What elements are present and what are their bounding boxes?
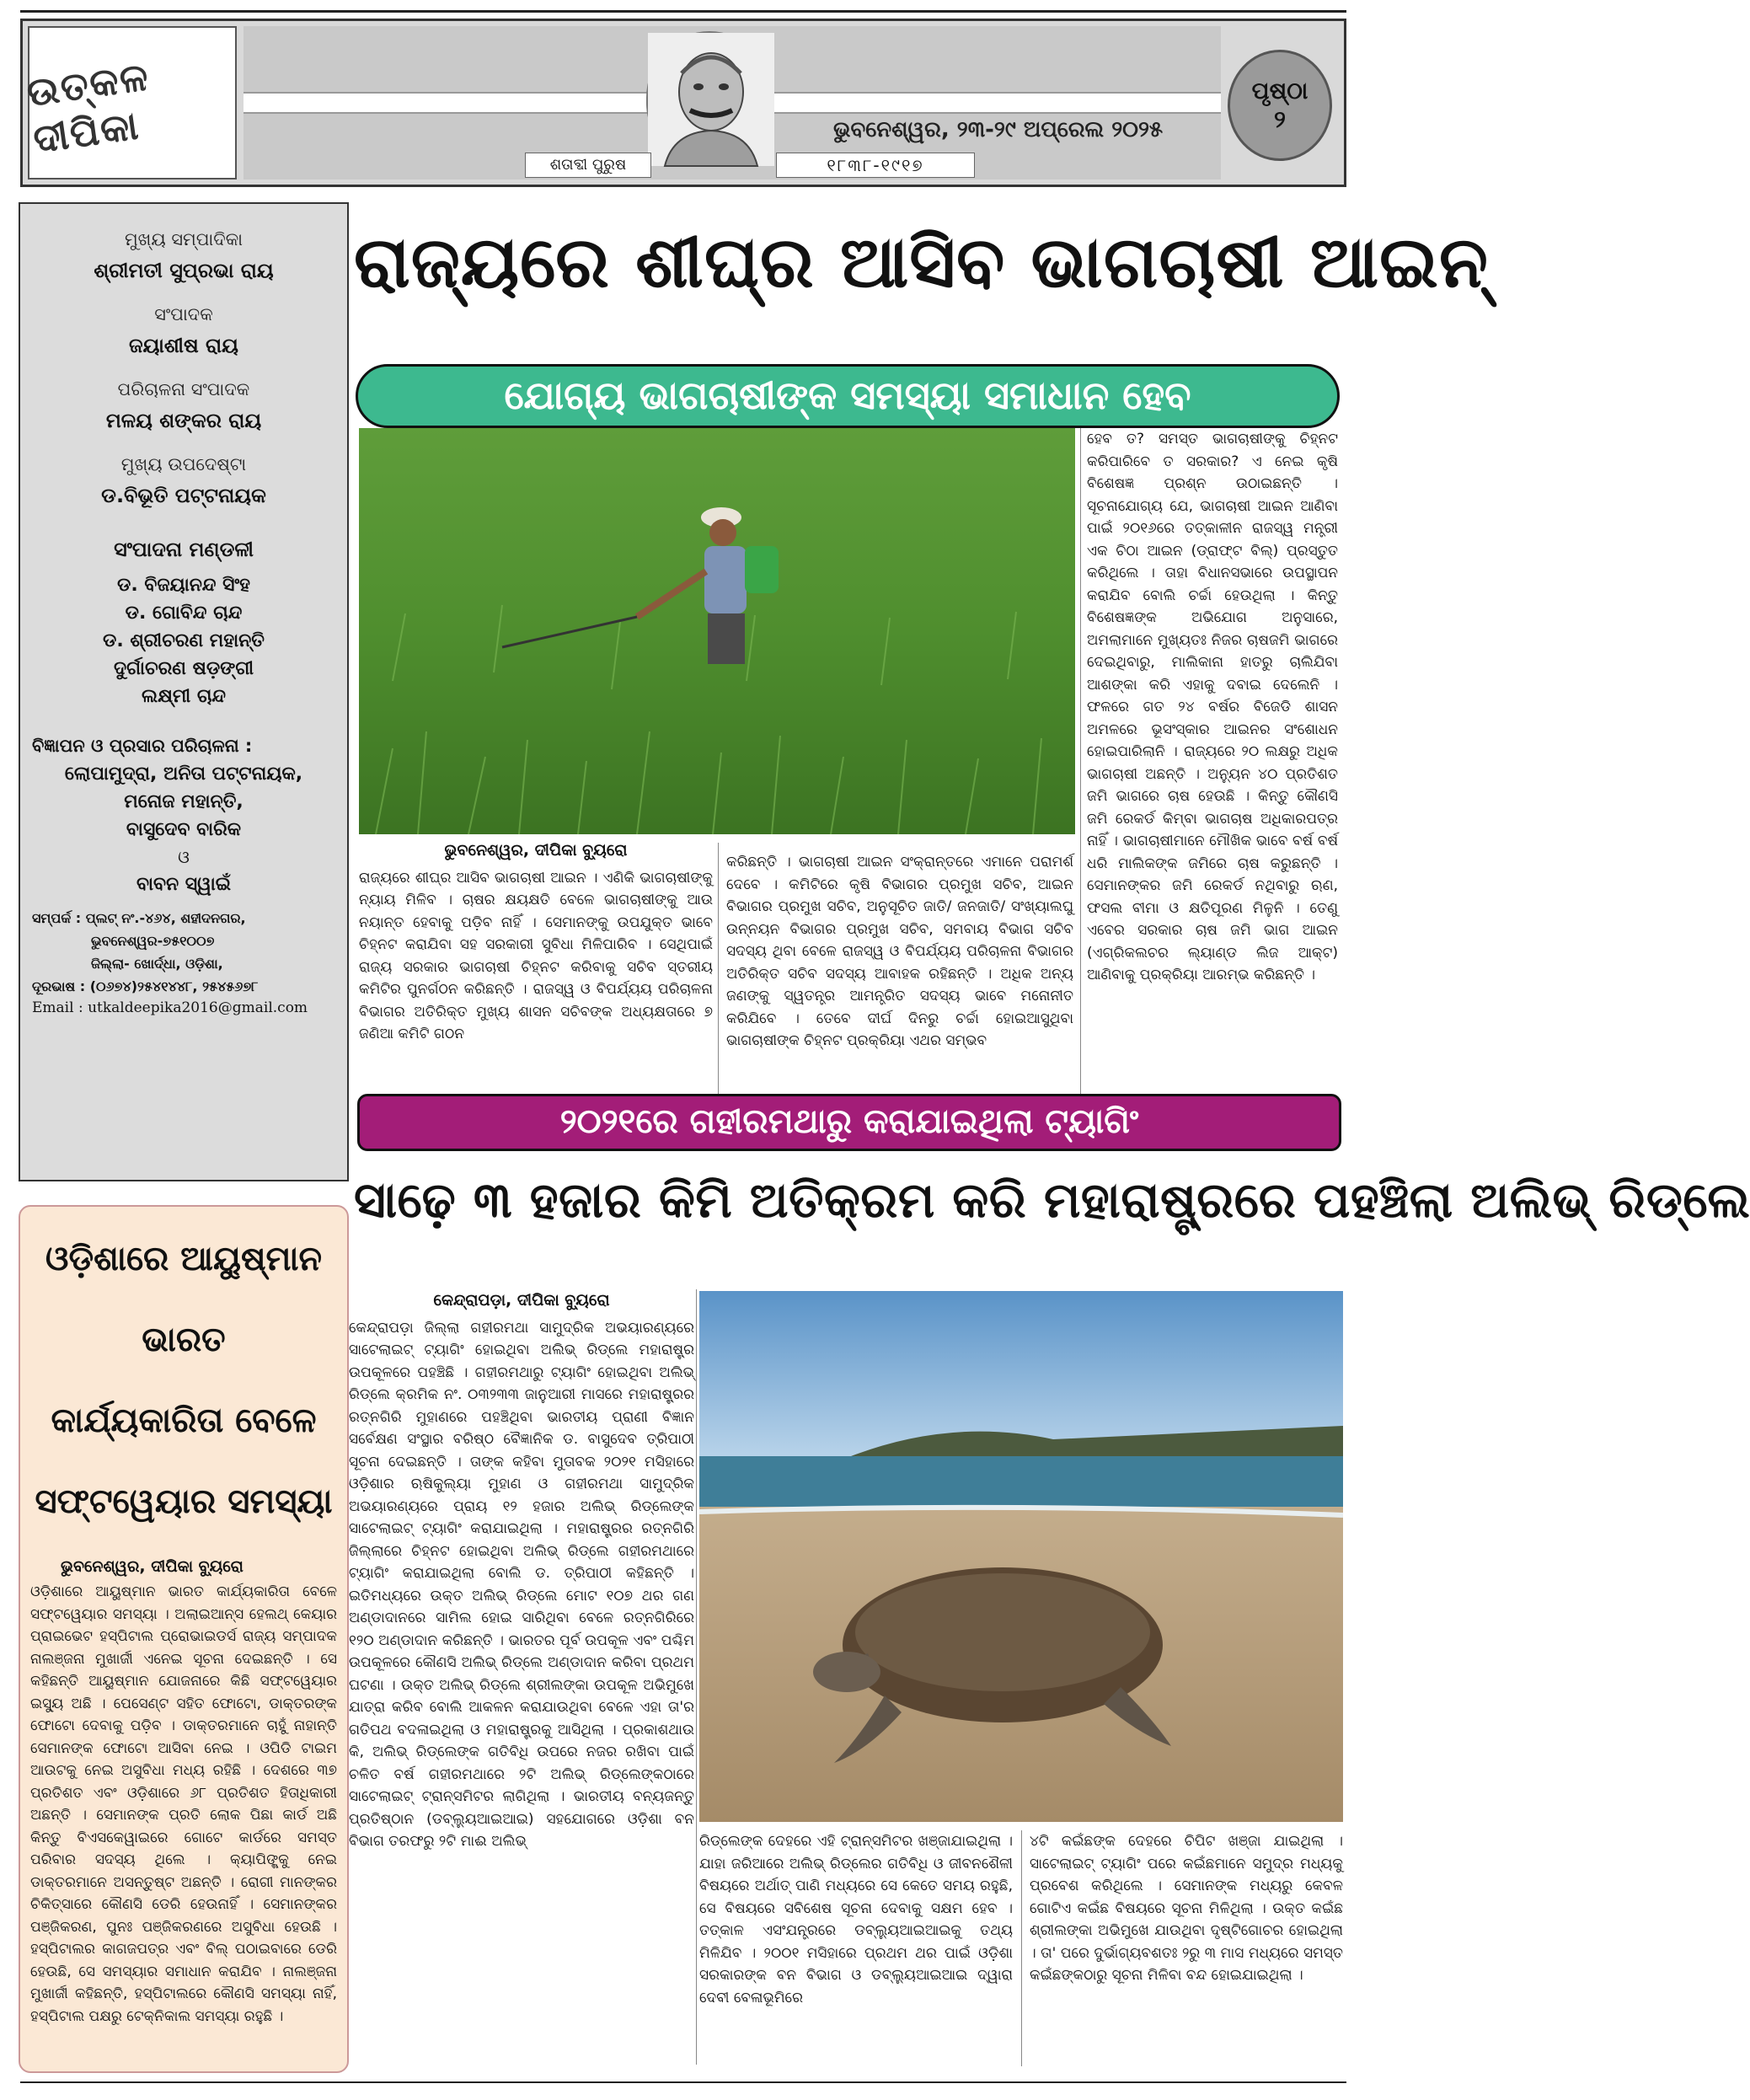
chief-editor-name: ଶ୍ରୀମତୀ ସୁପ୍ରଭା ରାୟ — [94, 259, 274, 282]
turtle-headline: ସାଢ଼େ ୩ ହଜାର କିମି ଅତିକ୍ରମ କରି ମହାରାଷ୍ଟ୍ରରେ ପହଞ୍ଚିଲା ଅଲିଭ୍ ରିଡ୍ଲେ — [354, 1171, 1750, 1229]
board-member: ଲକ୍ଷ୍ମୀ ଚାନ୍ଦ — [142, 686, 226, 707]
newspaper-logo — [24, 26, 237, 179]
column-divider — [696, 1289, 697, 2065]
address-line: ଭୁବନେଶ୍ୱର-୭୫୧୦୦୭ — [91, 933, 215, 949]
ads-conjunction: ଓ — [178, 847, 190, 867]
column-divider — [718, 843, 719, 1104]
page-label: ପୃଷ୍ଠା — [1251, 77, 1308, 104]
turtle-column-1 — [349, 1289, 694, 2065]
ads-name: ବାସୁଦେବ ବାରିକ — [126, 819, 242, 840]
ayushman-body: ଓଡ଼ିଶାରେ ଆୟୁଷ୍ମାନ ଭାରତ କାର୍ଯ୍ୟକାରିତା ବେଳେ ସଫ୍ଟୱେୟାର ସମସ୍ୟା । ଅଲାଇଆନ୍ସ ହେଲଥ୍ କେୟାର ପ୍ରାଇଭେଟ ହସ୍ପିଟାଲ ପ୍ରୋଭାଇଡର୍ସ ରାଜ୍ୟ ସମ୍ପାଦକ ନାଲଞ୍ଜନା ମୁଖାର୍ଜୀ ଏନେଇ ସୂଚନା ଦେଇଛନ୍ତି । ସେ କହିଛନ୍ତି ଆୟୁଷ୍ମାନ ଯୋଜନାରେ କିଛି ସଫ୍ଟୱେୟାର ଇସ୍ୟୁ ଅଛି । ପେସେଣ୍ଟ ସହିତ ଫୋଟୋ, ଡାକ୍ତରଙ୍କ ଫୋଟୋ ଦେବାକୁ ପଡ଼ିବ । ଡାକ୍ତରମାନେ ଚାହୁଁ ନାହାନ୍ତି ସେମାନଙ୍କ ଫୋଟୋ ଆସିବା ନେଇ । ଓପିଡି ଟାଇମ ଆଉଟକୁ ନେଇ ଅସୁବିଧା ମଧ୍ୟ ରହିଛି । ଦେଶରେ ୩୭ ପ୍ରତିଶତ ଏବଂ ଓଡ଼ିଶାରେ ୬୮ ପ୍ରତିଶତ ହିତାଧିକାରୀ ଅଛନ୍ତି । ସେମାନଙ୍କ ପ୍ରତି ଲୋକ ପିଛା କାର୍ଡ ଅଛି କିନ୍ତୁ ବିଏସକେୱାଇରେ ଗୋଟେ କାର୍ଡରେ ସମସ୍ତ ପରିବାର ସଦସ୍ୟ ଥିଲେ । କ୍ୟାପିଙ୍ଗ୍କୁ ନେଇ ଡାକ୍ତରମାନେ ଅସନ୍ତୁଷ୍ଟ ଅଛନ୍ତି । ରୋଗୀ ମାନଙ୍କର ଚିକିତ୍ସାରେ କୌଣସି ଡେରି ହେଉନାହିଁ । ସେମାନଙ୍କର ପଞ୍ଜିକରଣ, ପୁନଃ ପଞ୍ଜିକରଣରେ ଅସୁବିଧା ହେଉଛି । ହସ୍ପିଟାଲର କାଗଜପତ୍ର ଏବଂ ବିଲ୍ ପଠାଇବାରେ ଡେରି ହେଉଛି, ସେ ସମସ୍ୟାର ସମାଧାନ କରାଯିବ । ନାଲଞ୍ଜନା ମୁଖାର୍ଜୀ କହିଛନ୍ତି, ହସ୍ପିଟାଲରେ କୌଣସି ସମସ୍ୟା ନାହିଁ, ହସ୍ପିଟାଲ ପକ୍ଷରୁ ଟେକ୍ନିକାଲ ସମସ୍ୟା ରହୁଛି । — [30, 1583, 337, 2025]
lead-paragraph: କରିଛନ୍ତି । ଭାଗଚାଷୀ ଆଇନ ସଂକ୍ରାନ୍ତରେ ଏମାନେ ପରାମର୍ଶ ଦେବେ । କମିଟିରେ କୃଷି ବିଭାଗର ପ୍ରମୁଖ ସଚିବ, ଆଇନ ବିଭାଗର ପ୍ରମୁଖ ସଚିବ, ଅନୁସୂଚିତ ଜାତି/ ଜନଜାତି/ ସଂଖ୍ୟାଲଘୁ ଉନ୍ନୟନ ବିଭାଗର ପ୍ରମୁଖ ସଚିବ, ସମବାୟ ବିଭାଗ ସଚିବ ସଦସ୍ୟ ଥିବା ବେଳେ ରାଜସ୍ୱ ଓ ବିପର୍ଯ୍ୟୟ ପରିଚାଳନା ବିଭାଗର ଅତିରିକ୍ତ ସଚିବ ସଦସ୍ୟ ଆବାହକ ରହିଛନ୍ତି । ଅଧିକ ଅନ୍ୟ ଜଣଙ୍କୁ ସ୍ୱତନ୍ତ୍ର ଆମନ୍ତ୍ରିତ ସଦସ୍ୟ ଭାବେ ମନୋନୀତ କରିଯିବେ । ତେବେ ଦୀର୍ଘ ଦିନରୁ ଚର୍ଚ୍ଚା ହୋଇଆସୁଥିବା ଭାଗଚାଷୀଙ୍କ ଚିହ୍ନଟ ପ୍ରକ୍ରିୟା ଏଥର ସମ୍ଭବ — [726, 854, 1073, 1049]
page-number: ୨ — [1274, 105, 1286, 133]
contact-address — [32, 907, 335, 998]
ads-title: ବିଜ୍ଞାପନ ଓ ପ୍ରସାର ପରିଚାଳନା : — [32, 736, 253, 756]
lead-column-2 — [726, 851, 1073, 1112]
chief-advisor-role: ମୁଖ୍ୟ ଉପଦେଷ୍ଟା — [120, 454, 247, 474]
phone-line: ଦୂରଭାଷ : (୦୬୭୪)୨୫୪୧୪୪୮, ୨୫୪୫୬୭୮ — [32, 978, 259, 994]
editor-name: ଜୟାଶୀଷ ରାୟ — [129, 334, 238, 357]
managing-editor-role: ପରିଚାଳନା ସଂପାଦକ — [117, 379, 250, 399]
portrait-years: ୧୮୩୮-୧୯୧୭ — [776, 153, 975, 178]
board-role: ସଂପାଦନା ମଣ୍ଡଳୀ — [114, 538, 254, 561]
ads-name: ଲୋପାମୁଦ୍ରା, ଅନିତା ପଟ୍ଟନାୟକ, — [64, 763, 303, 785]
ayushman-headline — [30, 1219, 337, 1542]
lead-byline: ଭୁବନେଶ୍ୱର, ଦୀପିକା ବ୍ୟୁରୋ — [444, 841, 628, 860]
lead-paragraph: ରାଜ୍ୟରେ ଶୀଘ୍ର ଆସିବ ଭାଗଚାଷୀ ଆଇନ । ଏଣିକି ଭାଗଚାଷୀଙ୍କୁ ନ୍ୟାୟ ମିଳିବ । ଚାଷର କ୍ଷୟକ୍ଷତି ବେଳେ ଭାଗଚାଷୀଙ୍କୁ ଆଉ ନୟାନ୍ତ ହେବାକୁ ପଡ଼ିବ ନାହିଁ । ସେମାନଙ୍କୁ ଉପଯୁକ୍ତ ଭାବେ ଚିହ୍ନଟ କରାଯିବା ସହ ସରକାରୀ ସୁବିଧା ମିଳିପାରିବ । ସେଥିପାଇଁ ରାଜ୍ୟ ସରକାର ଭାଗଚାଷୀ ଚିହ୍ନଟ କରିବାକୁ ସଚିବ ସ୍ତରୀୟ କମିଟିର ପୁନର୍ଗଠନ କରିଛନ୍ତି । ରାଜସ୍ୱ ଓ ବିପର୍ଯ୍ୟୟ ପରିଚାଳନା ବିଭାଗର ଅତିରିକ୍ତ ମୁଖ୍ୟ ଶାସନ ସଚିବଙ୍କ ଅଧ୍ୟକ୍ଷତାରେ ୭ ଜଣିଆ କମିଟି ଗଠନ — [359, 869, 713, 1042]
ads-name: ମନୋଜ ମହାନ୍ତି, — [124, 791, 244, 812]
turtle-byline: କେନ୍ଦ୍ରାପଡ଼ା, ଦୀପିକା ବ୍ୟୁରୋ — [433, 1291, 610, 1310]
lead-subheadline: ଯୋଗ୍ୟ ଭାଗଚାଷୀଙ୍କ ସମସ୍ୟା ସମାଧାନ ହେବ — [356, 364, 1340, 428]
turtle-paragraph: ୪ଟି କଇଁଛଙ୍କ ଦେହରେ ଚିପିଟ ଖଞ୍ଜା ଯାଇଥିଲା । ସାଟେଲାଇଟ୍ ଟ୍ୟାଗିଂ ପରେ କଇଁଛମାନେ ସମୁଦ୍ର ମଧ୍ୟକୁ ପ୍ରବେଶ କରିଥିଲେ । ସେମାନଙ୍କ ମଧ୍ୟରୁ କେବଳ ଗୋଟିଏ କଇଁଛ ବିଷୟରେ ସୂଚନା ମିଳିଥିଲା । ଉକ୍ତ କଇଁଛ ଶ୍ରୀଲଙ୍କା ଅଭିମୁଖେ ଯାଉଥିବା ଦୃଷ୍ଟିଗୋଚର ହୋଇଥିଲା । ତା' ପରେ ଦୁର୍ଭାଗ୍ୟବଶତଃ ୨ରୁ ୩ ମାସ ମଧ୍ୟରେ ସମସ୍ତ କଇଁଛଙ୍କଠାରୁ ସୂଚନା ମିଳିବା ବନ୍ଦ ହୋଇଯାଇଥିଲା । — [1030, 1833, 1343, 1984]
masthead-band — [244, 26, 1221, 179]
founder-portrait — [646, 31, 773, 164]
chief-editor-role: ମୁଖ୍ୟ ସମ୍ପାଦିକା — [124, 229, 244, 249]
masthead — [20, 19, 1346, 187]
board-member: ଡ. ଶ୍ରୀଚରଣ ମହାନ୍ତି — [103, 630, 265, 651]
ads-name: ବାବନ ସ୍ୱାଇଁ — [136, 874, 232, 895]
address-line: ଜିଲ୍ଲା- ଖୋର୍ଦ୍ଧା, ଓଡ଼ିଶା, — [91, 956, 223, 972]
headline-line: ସଫ୍ଟୱେୟାର ସମସ୍ୟା — [35, 1482, 333, 1521]
lead-headline: ରାଜ୍ୟରେ ଶୀଘ୍ର ଆସିବ ଭାଗଚାଷୀ ଆଇନ୍ — [354, 221, 1489, 303]
ayushman-story — [19, 1205, 349, 2073]
turtle-column-3 — [1030, 1830, 1343, 2066]
lead-column-3 — [1087, 428, 1338, 1094]
paddy-field-photo — [359, 428, 1075, 834]
column-divider — [1021, 1830, 1022, 2066]
dateline: ଭୁବନେଶ୍ୱର, ୨୩-୨୯ ଅପ୍ରେଲ ୨୦୨୫ — [833, 117, 1164, 142]
address-line: ସମ୍ପର୍କ : ପ୍ଲଟ୍ ନଂ.-୪୬୪, ଶହୀଦନଗର, — [32, 910, 246, 926]
headline-line: ଓଡ଼ିଶାରେ ଆୟୁଷ୍ମାନ ଭାରତ — [45, 1240, 323, 1359]
board-member: ଡ. ଗୋବିନ୍ଦ ଚାନ୍ଦ — [125, 603, 243, 624]
olive-ridley-turtle-photo — [699, 1291, 1343, 1822]
contact-email[interactable]: Email : utkaldeepika2016@gmail.com — [32, 999, 308, 1016]
chief-advisor-name: ଡ.ବିଭୂତି ପଟ୍ଟନାୟକ — [101, 484, 266, 507]
bottom-rule — [20, 2081, 1346, 2083]
page-number-badge — [1228, 50, 1332, 161]
board-member: ଦୁର୍ଗାଚରଣ ଷଡ଼ଙ୍ଗୀ — [113, 658, 254, 679]
turtle-paragraph: ରିଡ୍ଲେଙ୍କ ଦେହରେ ଏହି ଟ୍ରାନ୍ସମିଟର ଖଞ୍ଜାଯାଇଥିଲା । ଯାହା ଜରିଆରେ ଅଲିଭ୍ ରିଡ୍ଲେର ଗତିବିଧି ଓ ଜୀବନଶୈଳୀ ବିଷୟରେ ଅର୍ଥାତ୍ ପାଣି ମଧ୍ୟରେ ସେ କେତେ ସମୟ ରହୁଛି, ସେ ବିଷୟରେ ସବିଶେଷ ସୂଚନା ଦେବାକୁ ସକ୍ଷମ ହେବ । ତତ୍କାଳ ଏସଂଯନ୍ତ୍ରରେ ଡବ୍ଲ୍ୟୁଆଇଆଇକୁ ତଥ୍ୟ ମିଳିଯିବ । ୨୦୦୧ ମସିହାରେ ପ୍ରଥମ ଥର ପାଇଁ ଓଡ଼ିଶା ସରକାରଙ୍କ ବନ ବିଭାଗ ଓ ଡବ୍ଲ୍ୟୁଆଇଆଇ ଦ୍ୱାରା ଦେବୀ ବେଳାଭୂମିରେ — [699, 1833, 1013, 2006]
lead-paragraph: ହେବ ତ? ସମସ୍ତ ଭାଗଚାଷୀଙ୍କୁ ଚିହ୍ନଟ କରିପାରିବେ ତ ସରକାର? ଏ ନେଇ କୃଷି ବିଶେଷଜ୍ଞ ପ୍ରଶ୍ନ ଉଠାଇଛନ୍ତି । ସୂଚନାଯୋଗ୍ୟ ଯେ, ଭାଗଚାଷୀ ଆଇନ ଆଣିବା ପାଇଁ ୨୦୧୬ରେ ତତ୍କାଳୀନ ରାଜସ୍ୱ ମନ୍ତ୍ରୀ ଏକ ଚିଠା ଆଇନ (ଡ୍ରାଫ୍ଟ ବିଲ୍) ପ୍ରସ୍ତୁତ କରିଥିଲେ । ତାହା ବିଧାନସଭାରେ ଉପସ୍ଥାପନ କରାଯିବ ବୋଲି ଚର୍ଚ୍ଚା ହେଉଥିଲା । କିନ୍ତୁ ବିଶେଷଜ୍ଞଙ୍କ ଅଭିଯୋଗ ଅନୁସାରେ, ଅମଲାମାନେ ମୁଖ୍ୟତଃ ନିଜର ଚାଷଜମି ଭାଗରେ ଦେଇଥିବାରୁ, ମାଲିକାନା ହାତରୁ ଚାଲିଯିବା ଆଶଙ୍କା କରି ଏହାକୁ ଦବାଇ ଦେଲେନି । ଫଳରେ ଗତ ୨୪ ବର୍ଷର ବିଜେଡି ଶାସନ ଅମଳରେ ଭୂସଂସ୍କାର ଆଇନର ସଂଶୋଧନ ହୋଇପାରିଲାନି । ରାଜ୍ୟରେ ୨୦ ଲକ୍ଷରୁ ଅଧିକ ଭାଗଚାଷୀ ଅଛନ୍ତି । ଅନ୍ୟୁନ ୪୦ ପ୍ରତିଶତ ଜମି ଭାଗରେ ଚାଷ ହେଉଛି । କିନ୍ତୁ କୌଣସି ଜମି ରେକର୍ଡ କିମ୍ବା ଭାଗଚାଷ ଅଧିକାରପତ୍ର ନାହିଁ । ଭାଗଚାଷୀମାନେ ମୌଖିକ ଭାବେ ବର୍ଷ ବର୍ଷ ଧରି ମାଲିକଙ୍କ ଜମିରେ ଚାଷ କରୁଛନ୍ତି । ସେମାନଙ୍କର ଜମି ରେକର୍ଡ ନଥିବାରୁ ଋଣ, ଫସଲ ବୀମା ଓ କ୍ଷତିପୂରଣ ମିଳୁନି । ତେଣୁ ଏବେର ସରକାର ଚାଷ ଜମି ଭାଗ ଆଇନ (ଏଗ୍ରିକଲଚର ଲ୍ୟାଣ୍ଡ ଲିଜ ଆକ୍ଟ) ଆଣିବାକୁ ପ୍ରକ୍ରିୟା ଆରମ୍ଭ କରିଛନ୍ତି । — [1087, 431, 1338, 983]
ayushman-byline: ଭୁବନେଶ୍ୱର, ଦୀପିକା ବ୍ୟୁରୋ — [61, 1557, 244, 1576]
logo-text: ଉତ୍କଳ ଦୀପିକା — [24, 53, 153, 163]
lead-column-1 — [359, 839, 713, 1109]
portrait-caption: ଶତାବ୍ଦୀ ପୁରୁଷ — [525, 153, 651, 178]
board-member: ଡ. ବିଜୟାନନ୍ଦ ସିଂହ — [117, 575, 250, 596]
top-rule — [20, 10, 1346, 13]
column-divider — [1080, 428, 1081, 1094]
staff-box — [19, 202, 349, 1181]
managing-editor-name: ମଳୟ ଶଙ୍କର ରାୟ — [105, 409, 262, 432]
turtle-column-2 — [699, 1830, 1013, 2066]
headline-line: କାର୍ଯ୍ୟକାରିତା ବେଳେ — [51, 1401, 317, 1440]
turtle-kicker-banner: ୨୦୨୧ରେ ଗହୀରମଥାରୁ କରାଯାଇଥିଲା ଟ୍ୟାଗିଂ — [357, 1094, 1341, 1151]
turtle-paragraph: କେନ୍ଦ୍ରାପଡ଼ା ଜିଲ୍ଲା ଗହୀରମଥା ସାମୁଦ୍ରିକ ଅଭୟାରଣ୍ୟରେ ସାଟେଲାଇଟ୍ ଟ୍ୟାଗିଂ ହୋଇଥିବା ଅଲିଭ୍ ରିଡ୍ଲେ ମହାରାଷ୍ଟ୍ର ଉପକୂଳରେ ପହଞ୍ଚିଛି । ଗହୀରମଥାରୁ ଟ୍ୟାଗିଂ ହୋଇଥିବା ଅଲିଭ୍ ରିଡ୍ଲେ କ୍ରମିକ ନଂ. ୦୩୨୩୩ ଜାନୁଆରୀ ମାସରେ ମହାରାଷ୍ଟ୍ରର ରତ୍ନଗିରି ମୁହାଣରେ ପହଞ୍ଚିଥିବା ଭାରତୀୟ ପ୍ରାଣୀ ବିଜ୍ଞାନ ସର୍ବେକ୍ଷଣ ସଂସ୍ଥାର ବରିଷ୍ଠ ବୈଜ୍ଞାନିକ ଡ. ବାସୁଦେବ ତ୍ରିପାଠୀ ସୂଚନା ଦେଇଛନ୍ତି । ତାଙ୍କ କହିବା ମୁତାବକ ୨୦୨୧ ମସିହାରେ ଓଡ଼ିଶାର ଋଷିକୁଲ୍ୟା ମୁହାଣ ଓ ଗହୀରମଥା ସାମୁଦ୍ରିକ ଅଭୟାରଣ୍ୟରେ ପ୍ରାୟ ୧୨ ହଜାର ଅଲିଭ୍ ରିଡ୍ଲେଙ୍କ ସାଟେଲାଇଟ୍ ଟ୍ୟାଗିଂ କରାଯାଇଥିଲା । ମହାରାଷ୍ଟ୍ରର ରତ୍ନଗିରି ଜିଲ୍ଲାରେ ଚିହ୍ନଟ ହୋଇଥିବା ଅଲିଭ୍ ରିଡ୍ଲେ ଗହୀରମଥାରେ ଟ୍ୟାଗିଂ କରାଯାଇଥିଲା ବୋଲି ଡ. ତ୍ରିପାଠୀ କହିଛନ୍ତି । ଇତିମଧ୍ୟରେ ଉକ୍ତ ଅଲିଭ୍ ରିଡ୍ଲେ ମୋଟ ୧୦୭ ଥର ଗଣ ଅଣ୍ଡାଦାନରେ ସାମିଲ ହୋଇ ସାରିଥିବା ବେଳେ ରତ୍ନଗିରିରେ ୧୨୦ ଅଣ୍ଡାଦାନ କରିଛନ୍ତି । ଭାରତର ପୂର୍ବ ଉପକୂଳ ଏବଂ ପଶ୍ଚିମ ଉପକୂଳରେ କୌଣସି ଅଲିଭ୍ ରିଡ୍ଲେ ଅଣ୍ଡାଦାନ କରିବା ପ୍ରଥମ ଘଟଣା । ଉକ୍ତ ଅଲିଭ୍ ରିଡ୍ଲେ ଶ୍ରୀଲଙ୍କା ଉପକୂଳ ଅଭିମୁଖେ ଯାତ୍ରା କରିବ ବୋଲି ଆକଳନ କରାଯାଉଥିବା ବେଳେ ଏହା ତା'ର ଗତିପଥ ବଦଳାଇଥିଲା ଓ ମହାରାଷ୍ଟ୍ରକୁ ଆସିଥିଲା । ପ୍ରକାଶଥାଉ କି, ଅଲିଭ୍ ରିଡ୍ଲେଙ୍କ ଗତିବିଧି ଉପରେ ନଜର ରଖିବା ପାଇଁ ଚଳିତ ବର୍ଷ ଗହୀରମଥାରେ ୨ଟି ଅଲିଭ୍ ରିଡ୍ଲେଙ୍କଠାରେ ସାଟେଲାଇଟ୍ ଟ୍ରାନ୍ସମିଟର ଲାଗିଥିଲା । ଭାରତୀୟ ବନ୍ୟଜନ୍ତୁ ପ୍ରତିଷ୍ଠାନ (ଡବ୍ଲ୍ୟୁଆଇଆଇ) ସହଯୋଗରେ ଓଡ଼ିଶା ବନ ବିଭାଗ ତରଫରୁ ୨ଟି ମାଈ ଅଲିଭ୍ — [349, 1319, 694, 1850]
editor-role: ସଂପାଦକ — [154, 304, 213, 324]
